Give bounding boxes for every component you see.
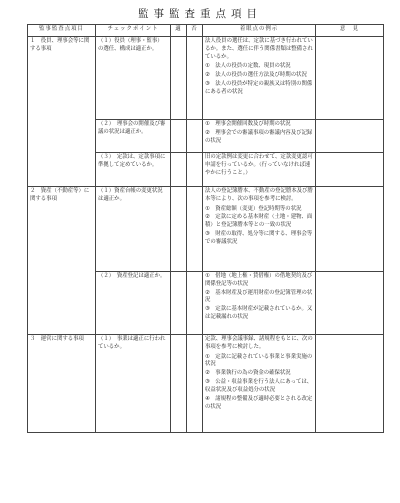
point-text: 法人役員の選任は、定款に基づき行われているか。また、選任に伴う関係書類は整備されているか。	[205, 38, 313, 60]
points-cell	[203, 335, 316, 433]
point-text: ② 法人の役員の選任方法及び時期の状況	[205, 72, 307, 79]
tekigo-checkbox[interactable]	[171, 37, 187, 120]
points-cell	[203, 187, 316, 272]
point-text: ② 事業執行の為の資金の確保状況	[205, 370, 291, 377]
header-checkpoint: チェックポイント	[96, 25, 171, 37]
table-row	[28, 37, 384, 120]
point-text: ① 借地（地上権・賃借権）の借地契約及び関係登記等の状況	[205, 273, 313, 287]
point-text: ② 基本財産及び運用財産の登記簿管理の状況	[205, 289, 313, 304]
table-row	[28, 335, 384, 433]
point-text: ③ 法人の役員が特定の親族又は特別の関係にある者の状況	[205, 81, 313, 95]
points-cell	[203, 37, 316, 120]
point-text: 旧の定款例は変更に合わせて、定款変更認可申請を行っているか。（行っていなければ速やかに行うこと。）	[205, 154, 313, 176]
checkpoint-cell: （１）資産台帳の変更状況は適正か。	[96, 187, 171, 272]
audit-table	[27, 24, 384, 433]
point-text: ③ 定款に基本財産が記載されているか。又は記載漏れの状況	[205, 306, 313, 321]
point-text: ① 理事会開催回数及び時期の状況	[205, 121, 291, 127]
tekigo-checkbox[interactable]	[171, 153, 187, 187]
tekigo-checkbox[interactable]	[171, 272, 187, 335]
point-text: ③ 財産の取得、処分等に関する、理事会等での審議状況	[205, 231, 313, 245]
opinion-field[interactable]	[316, 187, 384, 272]
opinion-field[interactable]	[316, 335, 384, 433]
point-text: ① 定款に記載されている事業と事業実施の状況	[205, 353, 313, 368]
points-cell	[203, 120, 316, 153]
opinion-field[interactable]	[316, 37, 384, 120]
checkpoint-cell: （１） 事業は適正に行われているか。	[96, 335, 171, 433]
point-text: 定款、理事会議事録、諸規程をもとに、次の事項を参考に検討した。	[205, 336, 313, 350]
hi-checkbox[interactable]	[187, 153, 203, 187]
section-item: ２ 資産（不動産等）に関する事項	[28, 187, 96, 335]
header-tekigo: 適	[171, 25, 187, 37]
point-text: ① 資産総額（変更）登記時期等の状況	[205, 205, 302, 212]
header-hi: 否	[187, 25, 203, 37]
checkpoint-cell: （２） 資産登記は適正か。	[96, 272, 171, 335]
opinion-field[interactable]	[316, 153, 384, 187]
points-cell	[203, 153, 316, 187]
opinion-field[interactable]	[316, 272, 384, 335]
hi-checkbox[interactable]	[187, 37, 203, 120]
table-row	[28, 187, 384, 272]
header-opinion: 意 見	[316, 25, 384, 37]
hi-checkbox[interactable]	[187, 187, 203, 272]
hi-checkbox[interactable]	[187, 120, 203, 153]
point-text: ② 定款に定める基本財産（土地・建物、面積）と登記簿謄本等との一致の状況	[205, 214, 313, 229]
checkpoint-cell: （２） 理事会の開催及び審議の状況は適正か。	[96, 120, 171, 153]
section-item: １ 役員、理事会等に関する事項	[28, 37, 96, 187]
hi-checkbox[interactable]	[187, 335, 203, 433]
tekigo-checkbox[interactable]	[171, 335, 187, 433]
point-text: ④ 諸規程の整備及び適時必要とされる改定の状況	[205, 395, 313, 410]
tekigo-checkbox[interactable]	[171, 120, 187, 153]
hi-checkbox[interactable]	[187, 272, 203, 335]
section-item: ３ 運営に関する事項	[28, 335, 96, 433]
point-text: 法人の登記簿謄本、不動産の登記謄本及び謄本等により、次の事項を参考に検討。	[205, 188, 313, 202]
page-title: 監事監査重点項目	[138, 8, 262, 20]
header-points: 着眼点の例示	[203, 25, 316, 37]
header-row	[28, 25, 384, 37]
tekigo-checkbox[interactable]	[171, 187, 187, 272]
points-cell	[203, 272, 316, 335]
checkpoint-cell: （１）役員（理事・監事）の選任、構成は適正か。	[96, 37, 171, 120]
point-text: ① 法人の役員の定数、現員の状況	[205, 63, 291, 70]
opinion-field[interactable]	[316, 120, 384, 153]
checkpoint-cell: （３） 定款は、定款事項に準拠して定めているか。	[96, 153, 171, 187]
header-item: 監事監査点項目	[28, 25, 96, 37]
point-text: ② 理事会での審議事項の審議内容及び記録の状況	[205, 129, 313, 144]
point-text: ③ 公益・収益事業を行う法人にあっては、収益状況及び収益処分の状況	[205, 379, 313, 393]
